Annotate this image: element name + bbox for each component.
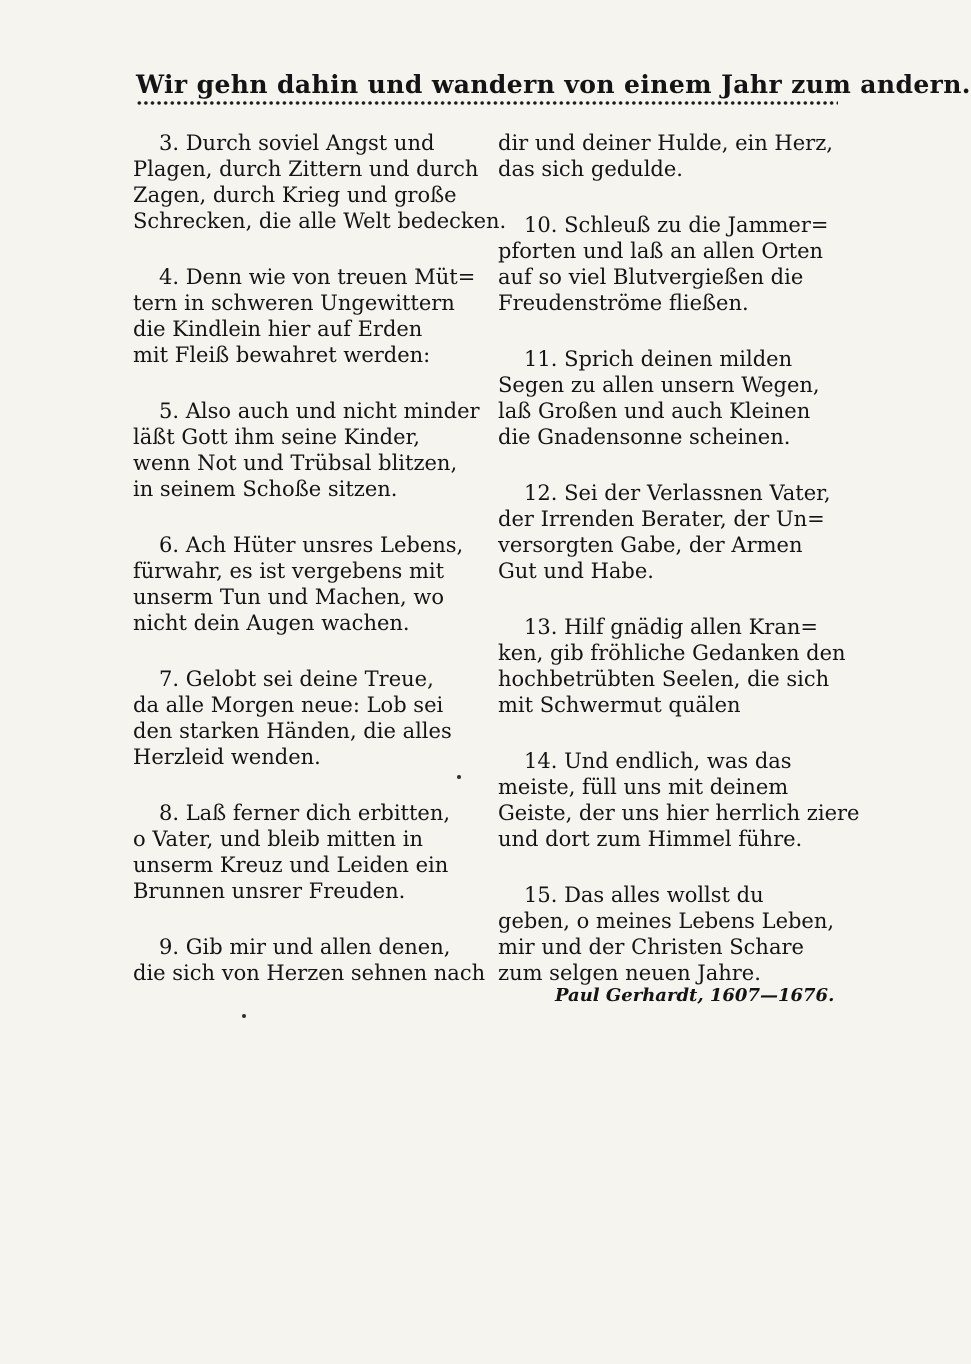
stanza [498,882,835,986]
verse-line: Freudenströme fließen. [498,291,749,315]
verse-line: und dort zum Himmel führe. [498,827,803,851]
verse-line: versorgten Gabe, der Armen [498,533,803,557]
stanza [133,264,476,368]
print-speck [457,775,461,779]
verse-line: o Vater, und bleib mitten in [133,827,423,851]
verse-line: fürwahr, es ist vergebens mit [133,559,445,583]
stanza [133,130,507,234]
verse-line: 4. Denn wie von treuen Müt= [159,265,476,289]
verse-line: Brunnen unsrer Freuden. [133,879,406,903]
verse-line: 12. Sei der Verlassnen Vater, [524,481,831,505]
page-title: Wir gehn dahin und wandern von einem Jahr zum andern. [136,70,971,99]
stanza [498,346,828,450]
verse-line: ken, gib fröhliche Gedanken den [498,641,846,665]
verse-line: mit Schwermut quälen [498,693,741,717]
verse-line: 3. Durch soviel Angst und [159,131,435,155]
verse-line: 13. Hilf gnädig allen Kran= [524,615,818,639]
verse-line: die Gnadensonne scheinen. [498,425,791,449]
verse-line: wenn Not und Trübsal blitzen, [133,451,458,475]
verse-line: 9. Gib mir und allen denen, [159,935,451,959]
verse-line: unserm Kreuz und Leiden ein [133,853,449,877]
verse-line: Zagen, durch Krieg und große [133,183,457,207]
verse-line: läßt Gott ihm seine Kinder, [133,425,420,449]
verse-line: unserm Tun und Machen, wo [133,585,445,609]
verse-line: in seinem Schoße sitzen. [133,477,398,501]
verse-line: 15. Das alles wollst du [524,883,764,907]
verse-line: zum selgen neuen Jahre. [498,961,761,985]
stanza [133,666,463,770]
right-column [498,130,860,1016]
verse-line: Schrecken, die alle Welt bedecken. [133,209,507,233]
verse-line: Geiste, der uns hier herrlich ziere [498,801,860,825]
verse-line: dir und deiner Hulde, ein Herz, [498,131,833,155]
stanza [498,748,860,852]
verse-line: den starken Händen, die alles [133,719,452,743]
verse-line: 14. Und endlich, was das [524,749,792,773]
print-speck [242,1014,246,1018]
verse-line: Segen zu allen unsern Wegen, [498,373,820,397]
verse-line: mit Fleiß bewahret werden: [133,343,431,367]
verse-line: meiste, füll uns mit deinem [498,775,789,799]
stanza [498,130,833,182]
verse-line: die sich von Herzen sehnen nach [133,961,486,985]
stanza [498,212,828,316]
verse-line: 11. Sprich deinen milden [524,347,793,371]
stanza [498,614,846,718]
stanza [133,800,463,904]
verse-line: das sich gedulde. [498,157,683,181]
verse-line: Gut und Habe. [498,559,654,583]
verse-line: tern in schweren Ungewittern [133,291,455,315]
verse-line: mir und der Christen Schare [498,935,804,959]
verse-line: laß Großen und auch Kleinen [498,399,811,423]
verse-line: da alle Morgen neue: Lob sei [133,693,444,717]
verse-line: 10. Schleuß zu die Jammer= [524,213,829,237]
verse-line: 7. Gelobt sei deine Treue, [159,667,434,691]
author-attribution: Paul Gerhardt, 1607—1676. [555,985,835,1006]
verse-line: 8. Laß ferner dich erbitten, [159,801,451,825]
verse-line: Herzleid wenden. [133,745,321,769]
dotted-rule [136,100,838,106]
verse-line: die Kindlein hier auf Erden [133,317,423,341]
verse-line: nicht dein Augen wachen. [133,611,410,635]
stanza [133,398,480,502]
stanza [498,480,831,584]
verse-line: der Irrenden Berater, der Un= [498,507,825,531]
verse-line: 6. Ach Hüter unsres Lebens, [159,533,464,557]
verse-line: pforten und laß an allen Orten [498,239,824,263]
verse-line: hochbetrübten Seelen, die sich [498,667,830,691]
verse-line: 5. Also auch und nicht minder [159,399,480,423]
verse-line: auf so viel Blutvergießen die [498,265,804,289]
stanza [133,532,463,636]
verse-line: geben, o meines Lebens Leben, [498,909,835,933]
verse-line: Plagen, durch Zittern und durch [133,157,479,181]
left-column [133,130,507,1016]
stanza [133,934,486,986]
